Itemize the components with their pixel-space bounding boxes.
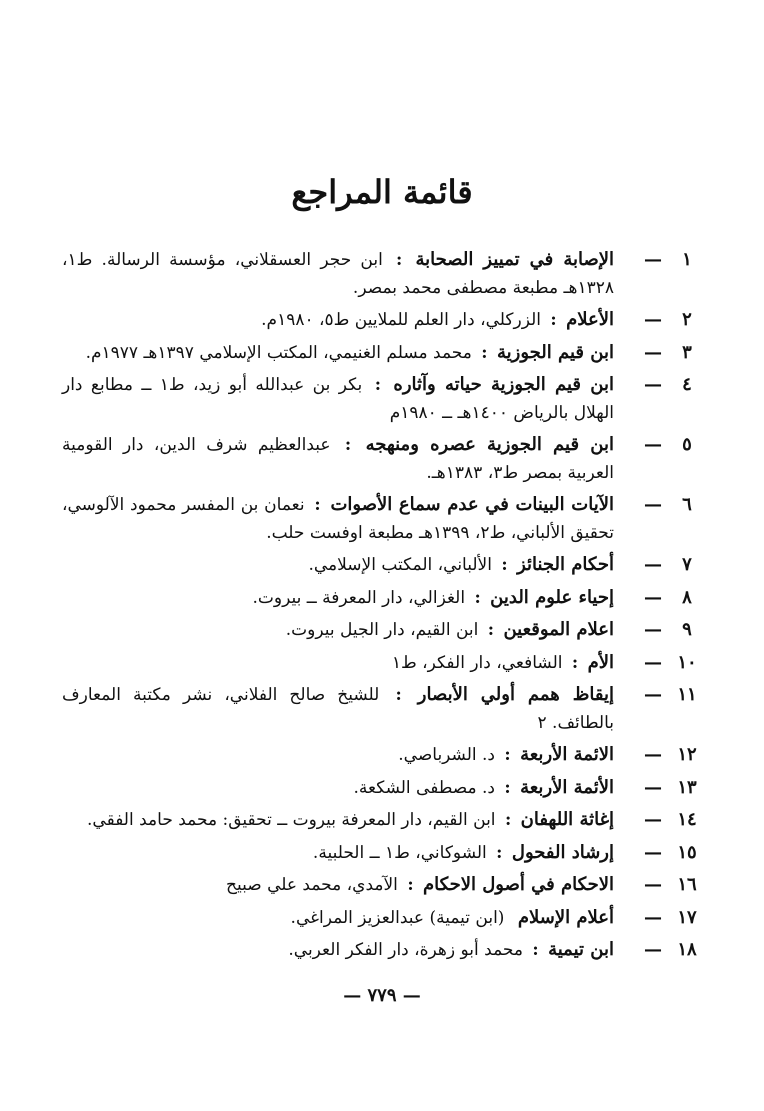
reference-dash: — [644,684,662,705]
reference-separator: : [550,310,557,330]
reference-title: أحكام الجنائز [517,554,614,575]
references-list [62,246,702,969]
reference-separator: : [396,250,403,270]
reference-marker [618,806,702,834]
reference-separator: : [496,842,503,863]
reference-entry [62,774,702,803]
reference-dash: — [644,341,662,363]
reference-dash: — [644,651,662,673]
reference-details: ابن القيم، دار الجيل بيروت. [285,620,479,640]
reference-entry [62,871,702,900]
reference-details: الشافعي، دار الفكر، ط١ [391,652,563,673]
reference-entry [62,839,702,868]
reference-title: الإصابة في تمييز الصحابة [415,249,615,270]
reference-separator: : [474,587,481,608]
reference-details: ابن القيم، دار المعرفة بيروت ــ تحقيق: محمد حامد الفقي. [87,810,496,830]
page-number: — ٧٧٩ — [343,985,421,1006]
reference-entry [62,431,702,487]
reference-number: ٩ [682,619,692,640]
reference-dash: — [644,906,662,928]
reference-dash: — [644,841,662,863]
reference-title: الأعلام [566,309,614,330]
reference-number: ١٧ [677,906,697,928]
reference-dash: — [644,874,662,895]
reference-separator: : [504,777,511,798]
reference-separator: : [407,875,414,895]
reference-number: ٤ [682,374,692,395]
reference-title: ابن قيم الجوزية حياته وآثاره [393,374,615,395]
reference-separator: : [395,685,402,705]
reference-marker [618,649,702,677]
reference-number: ١ [682,249,692,270]
reference-number: ١٠ [677,651,697,673]
reference-marker [618,839,702,867]
reference-title: اعلام الموقعين [503,619,614,640]
reference-entry [62,339,702,368]
reference-entry [62,551,702,580]
reference-number: ١٢ [677,744,697,765]
reference-number: ٦ [682,494,692,515]
reference-dash: — [644,494,662,515]
reference-details: د. مصطفى الشكعة. [353,777,495,798]
reference-marker [618,371,702,399]
reference-entry [62,584,702,613]
reference-title: إغاثة اللهفان [520,809,614,830]
reference-marker [618,904,702,932]
reference-separator: : [481,342,488,363]
reference-title: الأئمة الأربعة [520,776,614,798]
reference-dash: — [644,249,662,270]
reference-entry [62,649,702,678]
reference-number: ١١ [677,684,697,705]
reference-marker [618,936,702,964]
reference-entry [62,904,702,933]
reference-details: محمد مسلم الغنيمي، المكتب الإسلامي ١٣٩٧هـ ١٩٧٧م. [85,342,472,363]
reference-title: ابن تيمية [548,939,614,960]
reference-dash: — [644,586,662,608]
reference-separator [504,908,512,928]
reference-marker [618,551,702,579]
reference-details: ابن حجر العسقلاني، مؤسسة الرسالة. ط١، ١٣٢٨هـ مطبعة مصطفى محمد بمصر. [62,250,614,298]
page-title: قائمة المراجع [291,173,473,211]
reference-marker [618,774,702,802]
reference-details: بكر بن عبدالله أبو زيد، ط١ ــ مطابع دار الهلال بالرياض ١٤٠٠هـ ــ ١٩٨٠م [62,375,614,423]
reference-details: عبدالعظيم شرف الدين، دار القومية العربية بمصر ط٣، ١٣٨٣هـ. [62,435,614,483]
reference-marker [618,871,702,899]
reference-marker [618,616,702,644]
reference-entry [62,371,702,427]
reference-dash: — [644,939,662,960]
reference-entry [62,681,702,737]
reference-separator: : [532,940,539,960]
reference-separator: : [374,375,381,395]
reference-number: ٨ [682,586,692,608]
reference-separator: : [501,555,508,575]
reference-dash: — [644,374,662,395]
reference-separator: : [487,620,495,640]
reference-details: الزركلي، دار العلم للملايين ط٥، ١٩٨٠م. [261,310,541,330]
reference-details: الألباني، المكتب الإسلامي. [308,555,492,575]
reference-entry [62,741,702,770]
reference-marker [618,306,702,334]
reference-title: ابن قيم الجوزية [496,341,614,363]
reference-number: ٧ [682,554,692,575]
reference-dash: — [644,434,662,455]
reference-dash: — [644,554,662,575]
reference-title: ابن قيم الجوزية عصره ومنهجه [365,434,615,455]
reference-marker [618,584,702,612]
reference-number: ١٨ [677,939,697,960]
reference-marker [618,246,702,274]
reference-details: (ابن تيمية) عبدالعزيز المراغي. [290,907,505,928]
reference-number: ٢ [682,309,692,330]
reference-separator: : [504,745,511,765]
reference-details: نعمان بن المفسر محمود الآلوسي، تحقيق الألباني، ط٢، ١٣٩٩هـ مطبعة اوفست حلب. [62,495,614,543]
reference-entry [62,246,702,302]
reference-separator: : [571,652,579,673]
reference-entry [62,306,702,335]
reference-title: الأم [587,651,614,673]
reference-entry [62,616,702,645]
reference-entry [62,936,702,965]
reference-details: للشيخ صالح الفلاني، نشر مكتبة المعارف بالطائف. ٢ [62,685,614,733]
reference-title: إيقاظ همم أولي الأبصار [417,684,614,705]
reference-title: الآيات البينات في عدم سماع الأصوات [330,494,614,515]
reference-title: الائمة الأربعة [520,744,614,765]
reference-entry [62,491,702,547]
reference-marker [618,431,702,459]
reference-details: الآمدي، محمد علي صبيح [226,875,398,895]
reference-entry [62,806,702,835]
reference-separator: : [344,435,352,455]
reference-number: ٥ [682,434,692,455]
reference-number: ١٦ [677,874,697,895]
reference-dash: — [644,744,662,765]
reference-marker [618,741,702,769]
reference-marker [618,339,702,367]
reference-separator: : [314,495,321,515]
reference-title: إرشاد الفحول [511,841,614,863]
reference-number: ١٥ [677,841,697,863]
reference-dash: — [644,309,662,330]
reference-details: محمد أبو زهرة، دار الفكر العربي. [288,940,523,960]
reference-details: د. الشرباصي. [398,745,495,765]
reference-number: ٣ [682,341,692,363]
reference-dash: — [644,809,662,830]
reference-dash: — [644,619,662,640]
reference-title: الاحكام في أصول الاحكام [423,874,614,895]
reference-details: الغزالي، دار المعرفة ــ بيروت. [252,587,466,608]
reference-separator: : [504,810,512,830]
reference-marker [618,681,702,709]
reference-title: إحياء علوم الدين [490,586,614,608]
reference-number: ١٤ [677,809,697,830]
reference-number: ١٣ [677,776,697,798]
reference-details: الشوكاني، ط١ ــ الحلبية. [312,842,487,863]
reference-dash: — [644,776,662,798]
reference-marker [618,491,702,519]
reference-title: أعلام الإسلام [517,906,614,928]
